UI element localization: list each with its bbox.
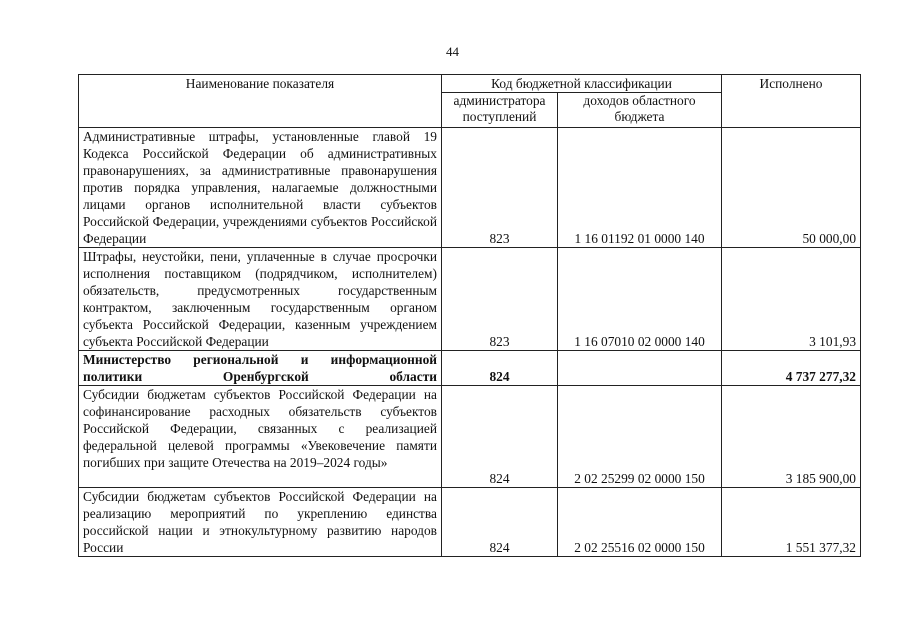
row-amount: 4 737 277,32 bbox=[722, 351, 861, 386]
row-income-code: 2 02 25516 02 0000 150 bbox=[558, 488, 722, 557]
table-row bbox=[79, 248, 861, 351]
budget-table bbox=[78, 74, 861, 557]
row-admin-code: 824 bbox=[442, 386, 558, 488]
header-name: Наименование показателя bbox=[79, 75, 442, 128]
header-code-group: Код бюджетной классификации bbox=[442, 75, 722, 93]
row-amount: 3 185 900,00 bbox=[722, 386, 861, 488]
row-name: Субсидии бюджетам субъектов Российской Федерации на софинансирование расходных обязательств субъектов Российской Федерации, связанных с реализацией федеральной целевой программы «Увековечение памяти погибших при защите Отечества на 2019–2024 годы» bbox=[79, 386, 442, 488]
row-income-code: 1 16 07010 02 0000 140 bbox=[558, 248, 722, 351]
row-amount: 1 551 377,32 bbox=[722, 488, 861, 557]
row-name: Административные штрафы, установленные главой 19 Кодекса Российской Федерации об административных правонарушениях, за административные правонарушения против порядка управления, налагаемые должностными лицами органов исполнительной власти субъектов Российской Федерации, учреждениями субъектов Российской Федерации bbox=[79, 128, 442, 248]
row-name: Министерство региональной и информационной политики Оренбургской области bbox=[79, 351, 442, 386]
header-income: доходов областного бюджета bbox=[558, 93, 722, 128]
row-admin-code: 823 bbox=[442, 248, 558, 351]
header-executed: Исполнено bbox=[722, 75, 861, 128]
row-admin-code: 824 bbox=[442, 488, 558, 557]
page-number: 44 bbox=[446, 44, 459, 59]
row-income-code: 2 02 25299 02 0000 150 bbox=[558, 386, 722, 488]
row-amount: 50 000,00 bbox=[722, 128, 861, 248]
row-income-code bbox=[558, 351, 722, 386]
row-name: Штрафы, неустойки, пени, уплаченные в случае просрочки исполнения поставщиком (подрядчиком, исполнителем) обязательств, предусмотренных государственным контрактом, заключенным государственным органом субъекта Российской Федерации, казенным учреждением субъекта Российской Федерации bbox=[79, 248, 442, 351]
table-row bbox=[79, 128, 861, 248]
row-admin-code: 823 bbox=[442, 128, 558, 248]
row-amount: 3 101,93 bbox=[722, 248, 861, 351]
row-name: Субсидии бюджетам субъектов Российской Федерации на реализацию мероприятий по укреплению единства российской нации и этнокультурному развитию народов России bbox=[79, 488, 442, 557]
row-income-code: 1 16 01192 01 0000 140 bbox=[558, 128, 722, 248]
table-row bbox=[79, 386, 861, 488]
table-row-ministry bbox=[79, 351, 861, 386]
table-header bbox=[79, 75, 861, 128]
row-admin-code: 824 bbox=[442, 351, 558, 386]
header-administrator: администратора поступлений bbox=[442, 93, 558, 128]
table-row bbox=[79, 488, 861, 557]
